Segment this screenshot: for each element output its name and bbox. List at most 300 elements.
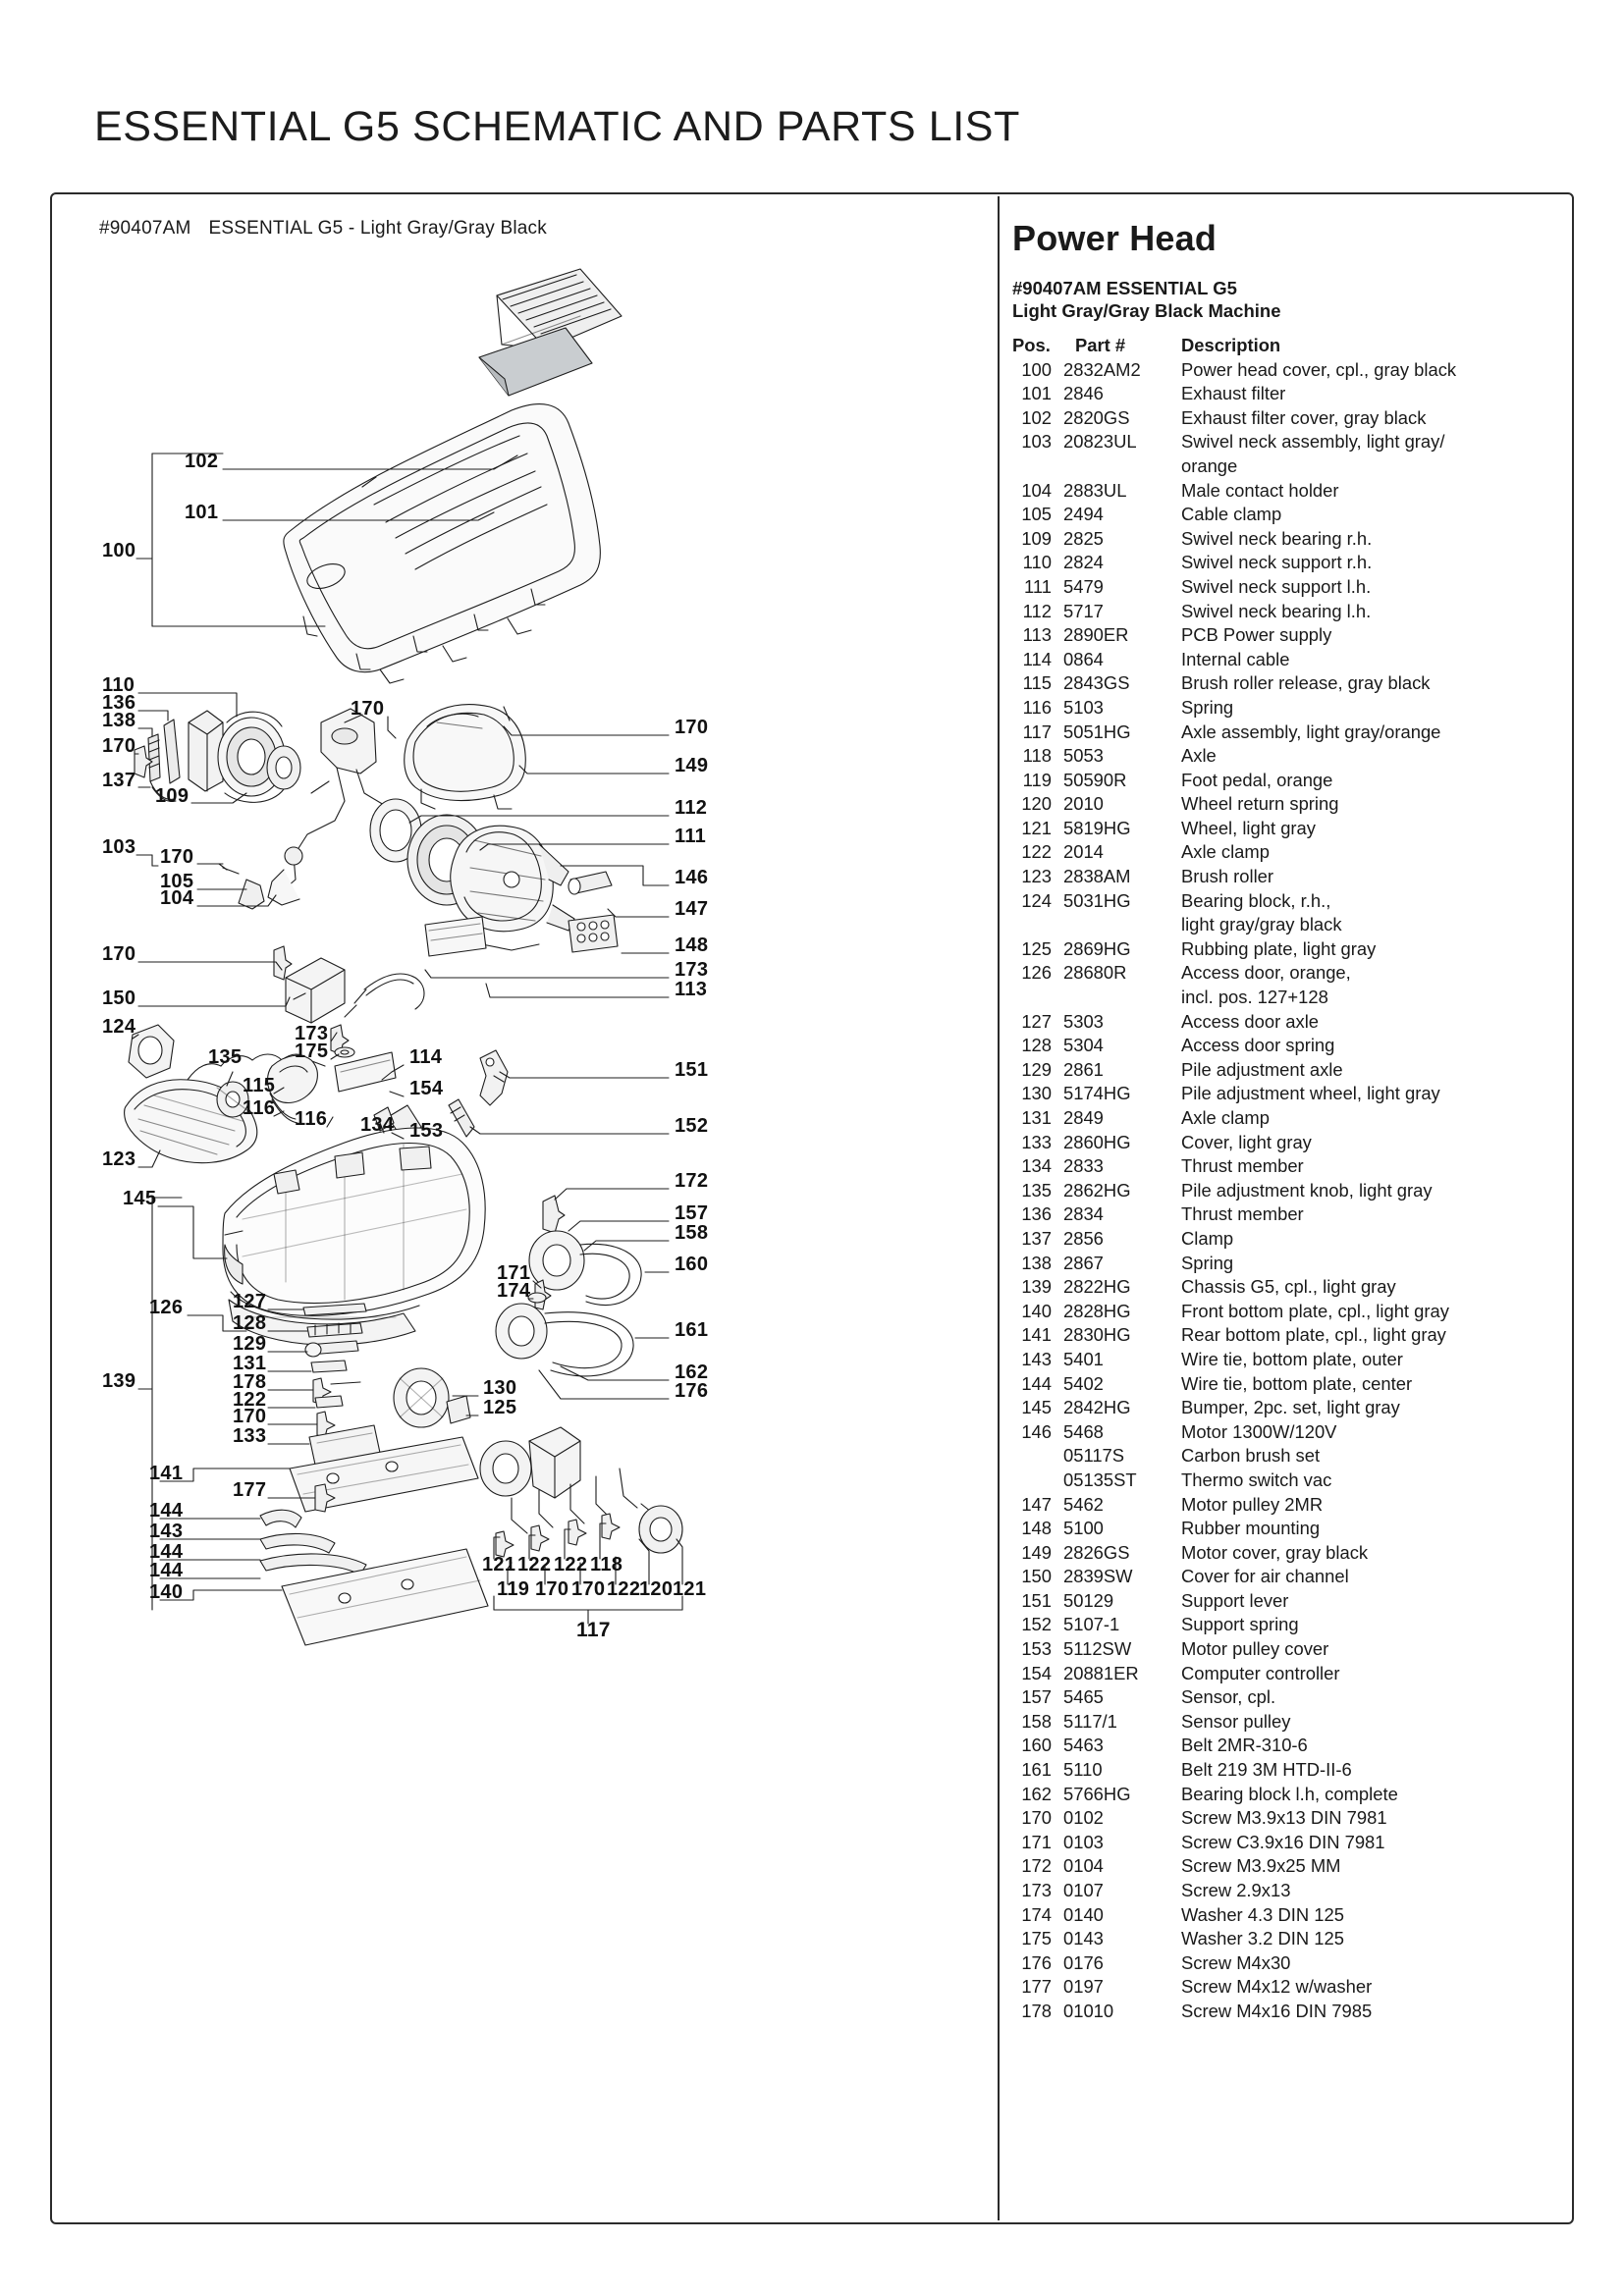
callout-102: 102 bbox=[185, 451, 219, 472]
cell-description: Swivel neck support l.h. bbox=[1181, 575, 1372, 597]
cell-pos: 131 bbox=[1021, 1107, 1052, 1128]
cell-description: Brush roller bbox=[1181, 866, 1274, 887]
cell-pos: 125 bbox=[1021, 937, 1052, 959]
cell-part-number: 2867 bbox=[1063, 1252, 1104, 1273]
callout-111: 111 bbox=[675, 826, 707, 847]
cell-description: Cover for air channel bbox=[1181, 1566, 1349, 1587]
cell-pos bbox=[1012, 913, 1063, 937]
cell-pos: 176 bbox=[1021, 1951, 1052, 1973]
table-row bbox=[1012, 1323, 1562, 1348]
table-row bbox=[1012, 1372, 1562, 1397]
cell-pos: 171 bbox=[1021, 1831, 1052, 1852]
cell-part-number: 0107 bbox=[1063, 1880, 1104, 1900]
cell-description: Washer 3.2 DIN 125 bbox=[1181, 1928, 1344, 1949]
cell-pos bbox=[1012, 1444, 1063, 1468]
cell-pos: 122 bbox=[1021, 841, 1052, 863]
cell-description: Spring bbox=[1181, 696, 1234, 718]
cell-pos: 149 bbox=[1021, 1541, 1052, 1563]
cell-pos: 105 bbox=[1021, 504, 1052, 525]
cell-pos: 136 bbox=[1021, 1203, 1052, 1225]
table-row bbox=[1012, 1179, 1562, 1203]
table-row bbox=[1012, 406, 1562, 431]
cell-pos: 112 bbox=[1022, 600, 1052, 621]
table-row bbox=[1012, 840, 1562, 865]
cell-part-number: 5110 bbox=[1063, 1759, 1103, 1781]
callout-173: 173 bbox=[675, 959, 709, 981]
part-wire-ties bbox=[260, 1510, 366, 1575]
table-row bbox=[1012, 913, 1562, 937]
cell-part-number: 5465 bbox=[1063, 1686, 1104, 1708]
callout-131: 131 bbox=[233, 1353, 267, 1374]
cell-description: Motor cover, gray black bbox=[1181, 1541, 1369, 1563]
table-row bbox=[1012, 1758, 1562, 1783]
part-rubbing-plate bbox=[447, 1396, 470, 1423]
cell-pos: 174 bbox=[1021, 1903, 1052, 1925]
callout-126: 126 bbox=[149, 1297, 184, 1318]
cell-part-number: 0104 bbox=[1063, 1855, 1104, 1877]
callout-121: 121 bbox=[482, 1554, 516, 1575]
callout-149: 149 bbox=[675, 755, 709, 776]
cell-part-number: 5112SW bbox=[1063, 1638, 1132, 1660]
cell-part-number: 0176 bbox=[1063, 1951, 1104, 1973]
callout-170: 170 bbox=[233, 1406, 267, 1427]
cell-description: Sensor pulley bbox=[1181, 1710, 1291, 1732]
callout-175: 175 bbox=[295, 1041, 329, 1062]
cell-pos: 126 bbox=[1021, 962, 1052, 984]
cell-part-number: 5053 bbox=[1063, 745, 1104, 767]
callout-152: 152 bbox=[675, 1115, 709, 1137]
cell-pos: 170 bbox=[1021, 1807, 1052, 1829]
part-motor-pulley bbox=[568, 872, 612, 894]
callout-178: 178 bbox=[233, 1371, 267, 1393]
cell-part-number: 5468 bbox=[1063, 1420, 1104, 1442]
cell-part-number bbox=[1063, 986, 1181, 1010]
cell-description: Foot pedal, orange bbox=[1181, 769, 1333, 790]
cell-pos: 102 bbox=[1021, 406, 1052, 428]
callout-109: 109 bbox=[155, 785, 189, 807]
cell-description: Rubbing plate, light gray bbox=[1181, 937, 1377, 959]
cell-part-number: 2014 bbox=[1063, 841, 1104, 863]
cell-pos: 160 bbox=[1021, 1735, 1052, 1756]
table-row bbox=[1012, 1468, 1562, 1493]
part-motor-cover bbox=[405, 705, 526, 809]
callout-134: 134 bbox=[360, 1114, 395, 1136]
cell-part-number: 2832AM2 bbox=[1063, 358, 1141, 380]
exploded-view-drawing bbox=[50, 192, 998, 2224]
cell-description: Wire tie, bottom plate, outer bbox=[1181, 1348, 1403, 1369]
cell-part-number: 2842HG bbox=[1063, 1397, 1131, 1418]
column-header-part: Part # bbox=[1075, 335, 1126, 355]
table-row bbox=[1012, 1300, 1562, 1324]
table-row bbox=[1012, 1396, 1562, 1420]
callout-122: 122 bbox=[607, 1578, 641, 1600]
exploded-view-svg bbox=[50, 192, 998, 2224]
cell-part-number: 0197 bbox=[1063, 1976, 1104, 1998]
cell-pos bbox=[1012, 986, 1063, 1010]
callout-104: 104 bbox=[160, 887, 194, 909]
parts-panel-subtitle-line1: #90407AM ESSENTIAL G5 bbox=[1012, 278, 1237, 298]
cell-part-number: 28680R bbox=[1063, 962, 1127, 984]
cell-part-number: 2846 bbox=[1063, 383, 1104, 404]
cell-part-number: 5463 bbox=[1063, 1735, 1104, 1756]
callout-128: 128 bbox=[233, 1312, 267, 1334]
cell-description: Computer controller bbox=[1181, 1662, 1340, 1683]
callout-140: 140 bbox=[149, 1581, 184, 1603]
table-row bbox=[1012, 2000, 1562, 2024]
cell-description: Screw M4x30 bbox=[1181, 1951, 1291, 1973]
callout-136: 136 bbox=[102, 692, 136, 714]
part-power-head-cover bbox=[284, 404, 600, 683]
table-row bbox=[1012, 1783, 1562, 1807]
cell-part-number: 2883UL bbox=[1063, 479, 1127, 501]
cell-part-number: 2839SW bbox=[1063, 1566, 1133, 1587]
cell-description: PCB Power supply bbox=[1181, 624, 1332, 646]
cell-description: Wheel, light gray bbox=[1181, 817, 1316, 838]
callout-121: 121 bbox=[673, 1578, 707, 1600]
cell-pos: 110 bbox=[1022, 552, 1052, 573]
cell-part-number: 5051HG bbox=[1063, 721, 1131, 742]
callout-154: 154 bbox=[409, 1078, 444, 1099]
cell-part-number bbox=[1063, 454, 1181, 479]
cell-part-number: 2862HG bbox=[1063, 1179, 1131, 1201]
callout-116: 116 bbox=[243, 1097, 276, 1119]
cell-part-number: 5100 bbox=[1063, 1518, 1104, 1539]
cell-part-number: 2494 bbox=[1063, 504, 1104, 525]
cell-description: Cable clamp bbox=[1181, 504, 1282, 525]
diagram-model-name: ESSENTIAL G5 - Light Gray/Gray Black bbox=[208, 218, 547, 239]
table-row bbox=[1012, 865, 1562, 889]
cell-part-number: 2830HG bbox=[1063, 1324, 1131, 1346]
callout-122: 122 bbox=[517, 1554, 552, 1575]
cell-description: Bearing block, r.h., bbox=[1181, 889, 1331, 911]
table-row bbox=[1012, 1879, 1562, 1903]
cell-part-number: 2820GS bbox=[1063, 406, 1130, 428]
callout-110: 110 bbox=[102, 674, 135, 696]
cell-description: light gray/gray black bbox=[1181, 914, 1342, 935]
cell-part-number: 0102 bbox=[1063, 1807, 1104, 1829]
table-row bbox=[1012, 551, 1562, 575]
table-row bbox=[1012, 1275, 1562, 1300]
cell-part-number: 2861 bbox=[1063, 1058, 1104, 1080]
part-axle-assembly bbox=[480, 1427, 682, 1557]
cell-pos: 161 bbox=[1021, 1759, 1052, 1781]
callout-173: 173 bbox=[295, 1023, 329, 1044]
cell-pos: 157 bbox=[1021, 1686, 1052, 1708]
cell-description: Pile adjustment wheel, light gray bbox=[1181, 1083, 1440, 1104]
cell-pos: 175 bbox=[1021, 1928, 1052, 1949]
cell-part-number: 5303 bbox=[1063, 1010, 1104, 1032]
callout-174: 174 bbox=[497, 1280, 531, 1302]
table-row bbox=[1012, 1806, 1562, 1831]
column-header-description: Description bbox=[1181, 335, 1281, 355]
cell-description: orange bbox=[1181, 454, 1238, 476]
cell-pos: 128 bbox=[1021, 1035, 1052, 1056]
cell-description: Swivel neck bearing r.h. bbox=[1181, 527, 1373, 549]
callout-133: 133 bbox=[233, 1425, 267, 1447]
cell-part-number: 5479 bbox=[1063, 575, 1104, 597]
cell-description: Support spring bbox=[1181, 1614, 1299, 1635]
table-row bbox=[1012, 769, 1562, 793]
table-row bbox=[1012, 961, 1562, 986]
cell-part-number: 01010 bbox=[1063, 2000, 1114, 2021]
cell-part-number: 2869HG bbox=[1063, 937, 1131, 959]
callout-113: 113 bbox=[675, 979, 708, 1000]
cell-pos: 140 bbox=[1021, 1300, 1052, 1321]
callout-176: 176 bbox=[675, 1380, 709, 1402]
table-row bbox=[1012, 1831, 1562, 1855]
cell-description: Internal cable bbox=[1181, 648, 1290, 669]
cell-description: Washer 4.3 DIN 125 bbox=[1181, 1903, 1344, 1925]
cell-pos: 150 bbox=[1021, 1566, 1052, 1587]
cell-description: Carbon brush set bbox=[1181, 1445, 1321, 1467]
callout-137: 137 bbox=[102, 770, 136, 791]
callout-124: 124 bbox=[102, 1016, 136, 1038]
parts-table-body bbox=[1012, 358, 1562, 2024]
table-row bbox=[1012, 986, 1562, 1010]
part-pile-adjustment-wheel bbox=[394, 1368, 449, 1427]
cell-pos: 124 bbox=[1021, 889, 1052, 911]
table-row bbox=[1012, 889, 1562, 914]
parts-panel-title: Power Head bbox=[1012, 218, 1218, 258]
callout-144: 144 bbox=[149, 1541, 184, 1563]
cell-description: Motor pulley cover bbox=[1181, 1638, 1329, 1660]
cell-part-number: 5819HG bbox=[1063, 817, 1131, 838]
cell-part-number: 2828HG bbox=[1063, 1300, 1131, 1321]
cell-description: Axle bbox=[1181, 745, 1217, 767]
cell-description: Exhaust filter cover, gray black bbox=[1181, 406, 1427, 428]
callout-129: 129 bbox=[233, 1333, 267, 1355]
cell-part-number: 2849 bbox=[1063, 1107, 1104, 1128]
callout-115: 115 bbox=[243, 1075, 276, 1096]
part-pcb-power-supply bbox=[425, 917, 486, 956]
table-row bbox=[1012, 1202, 1562, 1227]
cell-pos: 114 bbox=[1022, 648, 1052, 669]
cell-pos: 162 bbox=[1021, 1783, 1052, 1804]
callout-158: 158 bbox=[675, 1222, 709, 1244]
cell-pos: 133 bbox=[1021, 1131, 1052, 1152]
cell-pos: 158 bbox=[1021, 1710, 1052, 1732]
cell-part-number: 50590R bbox=[1063, 769, 1127, 790]
diagram-model-code: #90407AM bbox=[99, 218, 191, 239]
cell-pos: 139 bbox=[1021, 1276, 1052, 1298]
callout-122: 122 bbox=[554, 1554, 588, 1575]
table-row bbox=[1012, 1348, 1562, 1372]
cell-description: Screw 2.9x13 bbox=[1181, 1880, 1291, 1900]
cell-part-number: 50129 bbox=[1063, 1589, 1114, 1611]
callout-120: 120 bbox=[639, 1578, 674, 1600]
cell-part-number: 5174HG bbox=[1063, 1083, 1131, 1104]
cell-description: Spring bbox=[1181, 1252, 1234, 1273]
cell-description: Screw C3.9x16 DIN 7981 bbox=[1181, 1831, 1385, 1852]
callout-172: 172 bbox=[675, 1170, 709, 1192]
cell-description: Pile adjustment knob, light gray bbox=[1181, 1179, 1433, 1201]
cell-part-number: 2860HG bbox=[1063, 1131, 1131, 1152]
part-internal-cable bbox=[345, 974, 424, 1017]
cell-pos: 147 bbox=[1021, 1493, 1052, 1515]
table-row bbox=[1012, 1565, 1562, 1589]
cell-pos: 129 bbox=[1021, 1058, 1052, 1080]
callout-143: 143 bbox=[149, 1521, 184, 1542]
cell-description: Wire tie, bottom plate, center bbox=[1181, 1372, 1413, 1394]
callout-123: 123 bbox=[102, 1148, 136, 1170]
part-swivel-neck-bearing-rh bbox=[218, 712, 300, 802]
cell-pos: 143 bbox=[1021, 1348, 1052, 1369]
part-thrust-member-136 bbox=[164, 720, 180, 783]
cell-pos: 145 bbox=[1021, 1397, 1052, 1418]
cell-description: Screw M4x16 DIN 7985 bbox=[1181, 2000, 1373, 2021]
cell-pos: 123 bbox=[1021, 866, 1052, 887]
cell-pos: 173 bbox=[1021, 1880, 1052, 1900]
cell-description: Bearing block l.h, complete bbox=[1181, 1783, 1398, 1804]
part-axle-clamp-131 bbox=[311, 1361, 347, 1372]
callout-153: 153 bbox=[409, 1120, 444, 1142]
cell-pos: 104 bbox=[1021, 479, 1052, 501]
table-row bbox=[1012, 1517, 1562, 1541]
cell-pos: 172 bbox=[1021, 1855, 1052, 1877]
table-row bbox=[1012, 1058, 1562, 1083]
table-row bbox=[1012, 648, 1562, 672]
parts-table bbox=[1012, 334, 1562, 2024]
cell-part-number: 5401 bbox=[1063, 1348, 1104, 1369]
cell-description: Motor 1300W/120V bbox=[1181, 1420, 1337, 1442]
cell-pos: 177 bbox=[1021, 1976, 1052, 1998]
callout-145: 145 bbox=[123, 1188, 157, 1209]
cell-part-number: 5117/1 bbox=[1063, 1710, 1117, 1732]
callout-119: 119 bbox=[497, 1578, 530, 1600]
cell-description: Thermo switch vac bbox=[1181, 1468, 1332, 1490]
cell-description: Exhaust filter bbox=[1181, 383, 1286, 404]
table-row bbox=[1012, 1227, 1562, 1252]
callout-105: 105 bbox=[160, 871, 194, 892]
table-row bbox=[1012, 575, 1562, 600]
cell-description: incl. pos. 127+128 bbox=[1181, 987, 1328, 1008]
cell-pos: 119 bbox=[1022, 769, 1052, 790]
table-row bbox=[1012, 1927, 1562, 1951]
cell-description: Axle clamp bbox=[1181, 841, 1270, 863]
cell-description: Rubber mounting bbox=[1181, 1518, 1321, 1539]
callout-130: 130 bbox=[483, 1377, 517, 1399]
cell-description: Swivel neck assembly, light gray/ bbox=[1181, 431, 1445, 453]
table-row bbox=[1012, 1010, 1562, 1035]
table-row bbox=[1012, 358, 1562, 383]
cell-part-number: 2824 bbox=[1063, 552, 1104, 573]
cell-part-number: 5717 bbox=[1063, 600, 1104, 621]
column-header-pos: Pos. bbox=[1012, 335, 1051, 355]
cell-part-number: 2843GS bbox=[1063, 672, 1130, 694]
cell-pos: 100 bbox=[1021, 358, 1052, 380]
table-row bbox=[1012, 1637, 1562, 1662]
callout-170: 170 bbox=[535, 1578, 569, 1600]
cell-part-number: 20881ER bbox=[1063, 1662, 1139, 1683]
callout-157: 157 bbox=[675, 1202, 709, 1224]
page-title: ESSENTIAL G5 SCHEMATIC AND PARTS LIST bbox=[94, 103, 1020, 150]
table-row bbox=[1012, 1710, 1562, 1735]
cell-description: Support lever bbox=[1181, 1589, 1289, 1611]
cell-pos: 113 bbox=[1022, 624, 1052, 646]
cell-part-number: 5402 bbox=[1063, 1372, 1104, 1394]
cell-pos: 120 bbox=[1021, 793, 1052, 815]
callout-151: 151 bbox=[675, 1059, 709, 1081]
table-row bbox=[1012, 1106, 1562, 1131]
cell-part-number: 05117S bbox=[1063, 1445, 1125, 1467]
cell-part-number: 2833 bbox=[1063, 1155, 1104, 1177]
table-row bbox=[1012, 1662, 1562, 1686]
cell-part-number: 5031HG bbox=[1063, 889, 1131, 911]
parts-table-header bbox=[1012, 334, 1562, 358]
cell-pos: 101 bbox=[1021, 383, 1052, 404]
cell-description: Clamp bbox=[1181, 1227, 1234, 1249]
cell-pos: 116 bbox=[1022, 696, 1052, 718]
parts-panel-subtitle bbox=[1012, 278, 1280, 322]
table-row bbox=[1012, 1252, 1562, 1276]
callout-170: 170 bbox=[160, 846, 194, 868]
cell-description: Wheel return spring bbox=[1181, 793, 1339, 815]
table-row bbox=[1012, 671, 1562, 696]
callout-100: 100 bbox=[102, 540, 136, 561]
cell-pos: 153 bbox=[1021, 1638, 1052, 1660]
cell-pos: 148 bbox=[1021, 1518, 1052, 1539]
cell-description: Swivel neck support r.h. bbox=[1181, 552, 1373, 573]
cell-pos: 111 bbox=[1024, 575, 1052, 597]
part-pile-adjustment-axle-129 bbox=[305, 1341, 358, 1357]
callout-170: 170 bbox=[675, 717, 709, 738]
cell-description: Motor pulley 2MR bbox=[1181, 1493, 1324, 1515]
cell-pos: 135 bbox=[1021, 1179, 1052, 1201]
part-spring-138 bbox=[148, 734, 160, 781]
cell-description: Thrust member bbox=[1181, 1203, 1304, 1225]
cell-part-number: 2856 bbox=[1063, 1227, 1104, 1249]
cell-description: Access door axle bbox=[1181, 1010, 1320, 1032]
callout-125: 125 bbox=[483, 1397, 517, 1418]
cell-description: Screw M4x12 w/washer bbox=[1181, 1976, 1373, 1998]
callout-117: 117 bbox=[576, 1619, 611, 1641]
callout-177: 177 bbox=[233, 1479, 267, 1501]
table-row bbox=[1012, 1082, 1562, 1106]
callout-122: 122 bbox=[233, 1389, 267, 1411]
callout-112: 112 bbox=[675, 797, 708, 819]
cell-description: Screw M3.9x13 DIN 7981 bbox=[1181, 1807, 1387, 1829]
table-row bbox=[1012, 1903, 1562, 1928]
table-row bbox=[1012, 454, 1562, 479]
cell-part-number: 5766HG bbox=[1063, 1783, 1131, 1804]
part-support-spring bbox=[449, 1099, 474, 1137]
cell-description: Cover, light gray bbox=[1181, 1131, 1312, 1152]
cell-pos: 178 bbox=[1021, 2000, 1052, 2021]
cell-part-number: 2890ER bbox=[1063, 624, 1129, 646]
cell-pos: 118 bbox=[1022, 745, 1052, 767]
cell-part-number: 20823UL bbox=[1063, 431, 1137, 453]
callout-141: 141 bbox=[149, 1463, 184, 1484]
table-row bbox=[1012, 382, 1562, 406]
cell-description: Rear bottom plate, cpl., light gray bbox=[1181, 1324, 1446, 1346]
cell-part-number: 2825 bbox=[1063, 527, 1104, 549]
cell-description: Axle assembly, light gray/orange bbox=[1181, 721, 1441, 742]
callout-103: 103 bbox=[102, 836, 136, 858]
cell-pos bbox=[1012, 454, 1063, 479]
callout-114: 114 bbox=[409, 1046, 443, 1068]
cell-part-number: 05135ST bbox=[1063, 1468, 1137, 1490]
table-row bbox=[1012, 527, 1562, 552]
cell-description: Belt 219 3M HTD-II-6 bbox=[1181, 1759, 1352, 1781]
callout-144: 144 bbox=[149, 1500, 184, 1522]
table-row bbox=[1012, 430, 1562, 454]
cell-pos: 115 bbox=[1022, 672, 1052, 694]
callout-148: 148 bbox=[675, 934, 709, 956]
cell-part-number: 5462 bbox=[1063, 1493, 1104, 1515]
table-row bbox=[1012, 1131, 1562, 1155]
table-row bbox=[1012, 696, 1562, 721]
cell-part-number: 0864 bbox=[1063, 648, 1104, 669]
